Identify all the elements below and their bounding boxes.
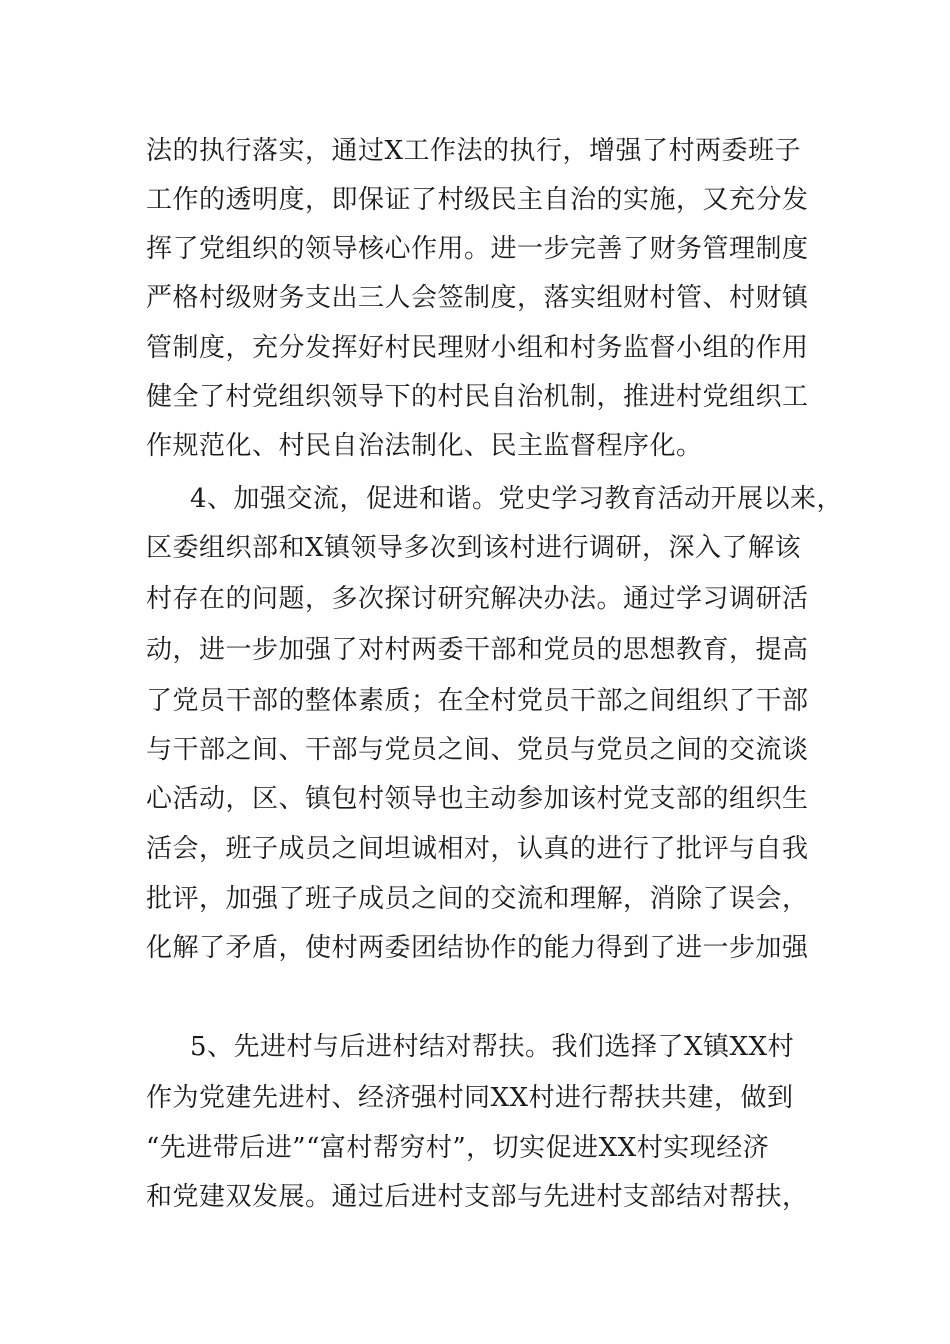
paragraph-line: 活会，班子成员之间坦诚相对，认真的进行了批评与自我 (146, 834, 809, 864)
paragraph-line: “先进带后进”“富村帮穷村”，切实促进XX村实现经济 (146, 1133, 770, 1163)
paragraph-line: 4、加强交流，促进和谐。党史学习教育活动开展以来， (190, 484, 844, 514)
paragraph-line: 心活动，区、镇包村领导也主动参加该村党支部的组织生 (146, 784, 809, 814)
paragraph-line: 作为党建先进村、经济强村同XX村进行帮扶共建，做到 (146, 1083, 794, 1113)
paragraph-line: 和党建双发展。通过后进村支部与先进村支部结对帮扶， (146, 1182, 809, 1212)
paragraph-line: 工作的透明度，即保证了村级民主自治的实施，又充分发 (146, 185, 809, 215)
paragraph-line: 动，进一步加强了对村两委干部和党员的思想教育，提高 (146, 635, 809, 665)
paragraph-line: 批评，加强了班子成员之间的交流和理解，消除了误会， (146, 884, 809, 914)
paragraph-line: 5、先进村与后进村结对帮扶。我们选择了X镇XX村 (190, 1032, 795, 1062)
paragraph-line: 村存在的问题，多次探讨研究解决办法。通过学习调研活 (146, 584, 809, 614)
paragraph-line: 了党员干部的整体素质；在全村党员干部之间组织了干部 (146, 686, 809, 716)
paragraph-line: 健全了村党组织领导下的村民自治机制，推进村党组织工 (146, 382, 809, 412)
paragraph-line: 管制度，充分发挥好村民理财小组和村务监督小组的作用 (146, 333, 809, 363)
paragraph-line: 与干部之间、干部与党员之间、党员与党员之间的交流谈 (146, 735, 809, 765)
paragraph-line: 作规范化、村民自治法制化、民主监督程序化。 (146, 431, 703, 461)
paragraph-line: 挥了党组织的领导核心作用。进一步完善了财务管理制度 (146, 234, 809, 264)
paragraph-line: 区委组织部和X镇领导多次到该村进行调研，深入了解该 (146, 533, 802, 563)
paragraph-line: 法的执行落实，通过X工作法的执行，增强了村两委班子 (146, 136, 802, 166)
paragraph-line: 化解了矛盾，使村两委团结协作的能力得到了进一步加强 (146, 933, 809, 963)
paragraph-line: 严格村级财务支出三人会签制度，落实组财村管、村财镇 (146, 283, 809, 313)
